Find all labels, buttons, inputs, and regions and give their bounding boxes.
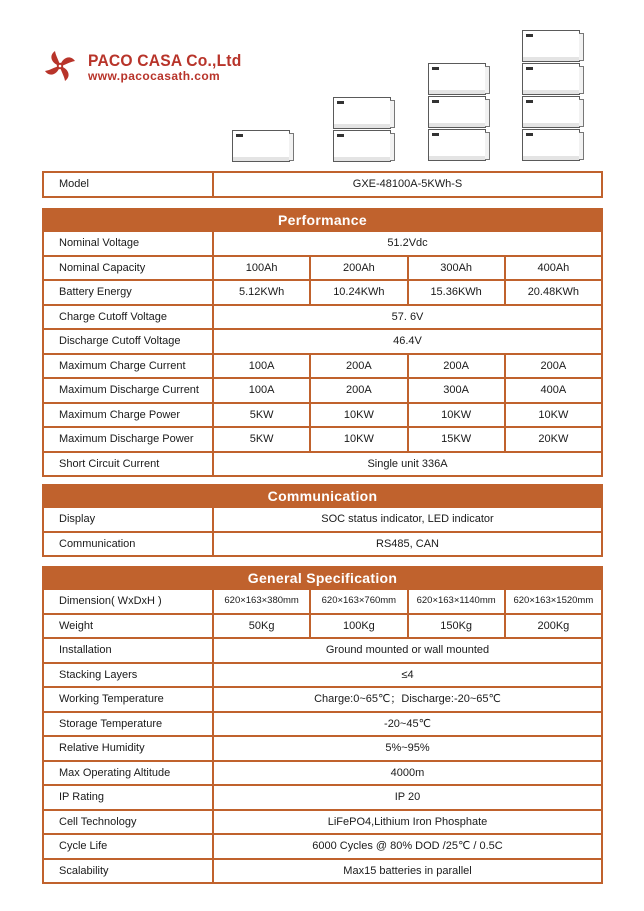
spec-row	[44, 281, 601, 306]
section-title: General Specification	[44, 568, 601, 590]
row-value: 5KW	[214, 428, 311, 451]
battery-module	[428, 96, 486, 128]
company-website: www.pacocasath.com	[88, 69, 221, 83]
spec-row	[44, 615, 601, 640]
row-value: 620×163×760mm	[311, 590, 408, 613]
spec-row	[44, 533, 601, 556]
row-value: 4000m	[390, 766, 425, 779]
row-label: Communication	[44, 533, 214, 556]
spec-row	[44, 508, 601, 533]
spec-row	[44, 664, 601, 689]
spec-row	[44, 379, 601, 404]
row-value: 50Kg	[214, 615, 311, 638]
row-value: 100Kg	[311, 615, 408, 638]
row-value: 10KW	[311, 404, 408, 427]
model-value: GXE-48100A-5KWh-S	[352, 178, 463, 190]
spec-row	[44, 786, 601, 811]
spec-row	[44, 835, 601, 860]
row-value: RS485, CAN	[376, 537, 439, 550]
row-value: 300A	[409, 379, 506, 402]
row-value: -20~45℃	[384, 717, 431, 730]
row-label: Battery Energy	[44, 281, 214, 304]
row-label: Stacking Layers	[44, 664, 214, 687]
row-label: Discharge Cutoff Voltage	[44, 330, 214, 353]
row-value: Single unit 336A	[367, 457, 448, 470]
row-value: 5%~95%	[385, 742, 430, 754]
row-value: 57. 6V	[391, 310, 424, 323]
model-row	[44, 173, 601, 196]
row-value: 620×163×1140mm	[409, 590, 506, 613]
row-value: 400A	[540, 384, 567, 396]
row-label: Maximum Charge Power	[44, 404, 214, 427]
battery-module	[522, 129, 580, 161]
section-performance	[42, 208, 603, 477]
row-value: 200A	[540, 359, 567, 372]
row-value: 51.2Vdc	[387, 237, 428, 249]
row-label: Maximum Discharge Power	[44, 428, 214, 451]
row-value: 20KW	[538, 433, 569, 445]
spec-row	[44, 330, 601, 355]
spec-row	[44, 590, 601, 615]
row-label: Maximum Discharge Current	[44, 379, 214, 402]
row-value: 200A	[311, 355, 408, 378]
battery-module	[522, 96, 580, 128]
row-label: Model	[44, 173, 214, 196]
row-value: 150Kg	[409, 615, 506, 638]
company-logo	[42, 48, 78, 84]
row-value: 620×163×380mm	[214, 590, 311, 613]
spec-row	[44, 257, 601, 282]
row-value: Max15 batteries in parallel	[343, 864, 472, 877]
row-value: 200A	[311, 379, 408, 402]
spec-row	[44, 737, 601, 762]
row-label: Storage Temperature	[44, 713, 214, 736]
row-value: ≤4	[401, 668, 414, 681]
company-name: PACO CASA Co.,Ltd	[88, 51, 242, 70]
row-label: Scalability	[44, 860, 214, 883]
row-value: 100Ah	[214, 257, 311, 280]
spec-row	[44, 860, 601, 883]
row-value: 100A	[214, 379, 311, 402]
battery-module	[333, 97, 391, 129]
row-value: 10KW	[409, 404, 506, 427]
row-label: Installation	[44, 639, 214, 662]
row-label: Charge Cutoff Voltage	[44, 306, 214, 329]
battery-module	[333, 130, 391, 162]
brand-block	[88, 52, 255, 82]
row-value: SOC status indicator, LED indicator	[321, 513, 494, 525]
row-label: Weight	[44, 615, 214, 638]
section-title: Performance	[44, 210, 601, 232]
row-label: Nominal Voltage	[44, 232, 214, 255]
row-value: Charge:0~65℃；Discharge:-20~65℃	[314, 693, 501, 705]
row-label: Dimension( WxDxH )	[44, 590, 214, 613]
battery-module	[522, 30, 580, 62]
spec-row	[44, 762, 601, 787]
row-label: Cell Technology	[44, 811, 214, 834]
row-value: 15.36KWh	[409, 281, 506, 304]
spec-row	[44, 639, 601, 664]
spec-row	[44, 355, 601, 380]
model-table	[42, 171, 603, 198]
row-value: Ground mounted or wall mounted	[325, 644, 490, 656]
row-value: 20.48KWh	[527, 286, 580, 298]
section-title: Communication	[44, 486, 601, 508]
row-value: 300Ah	[409, 257, 506, 280]
row-value: 46.4V	[393, 335, 422, 347]
row-label: Cycle Life	[44, 835, 214, 858]
row-value: 200Ah	[311, 257, 408, 280]
row-label: IP Rating	[44, 786, 214, 809]
battery-module	[428, 63, 486, 95]
row-label: Maximum Charge Current	[44, 355, 214, 378]
spec-row	[44, 811, 601, 836]
battery-module	[428, 129, 486, 161]
spec-row	[44, 232, 601, 257]
row-value: LiFePO4,Lithium Iron Phosphate	[327, 815, 488, 828]
row-label: Nominal Capacity	[44, 257, 214, 280]
battery-module	[232, 130, 290, 162]
row-label: Max Operating Altitude	[44, 762, 214, 785]
battery-module	[522, 63, 580, 95]
row-value: 10KW	[538, 408, 569, 421]
row-label: Working Temperature	[44, 688, 214, 711]
row-value: 620×163×1520mm	[513, 595, 594, 606]
spec-row	[44, 688, 601, 713]
row-value: 5.12KWh	[214, 281, 311, 304]
row-value: 100A	[214, 355, 311, 378]
row-value: 15KW	[409, 428, 506, 451]
row-label: Short Circuit Current	[44, 453, 214, 476]
row-value: 10KW	[311, 428, 408, 451]
spec-row	[44, 453, 601, 476]
row-value: IP 20	[394, 791, 421, 803]
spec-row	[44, 404, 601, 429]
row-value: 200A	[409, 355, 506, 378]
row-value: 400Ah	[537, 261, 570, 274]
spec-row	[44, 306, 601, 331]
row-value: 5KW	[214, 404, 311, 427]
section-general-specification	[42, 566, 603, 884]
row-label: Relative Humidity	[44, 737, 214, 760]
row-value: 10.24KWh	[311, 281, 408, 304]
spec-row	[44, 428, 601, 453]
row-value: 6000 Cycles @ 80% DOD /25℃ / 0.5C	[312, 840, 503, 852]
row-value: 200Kg	[537, 619, 570, 632]
section-communication	[42, 484, 603, 557]
spec-row	[44, 713, 601, 738]
row-label: Display	[44, 508, 214, 531]
